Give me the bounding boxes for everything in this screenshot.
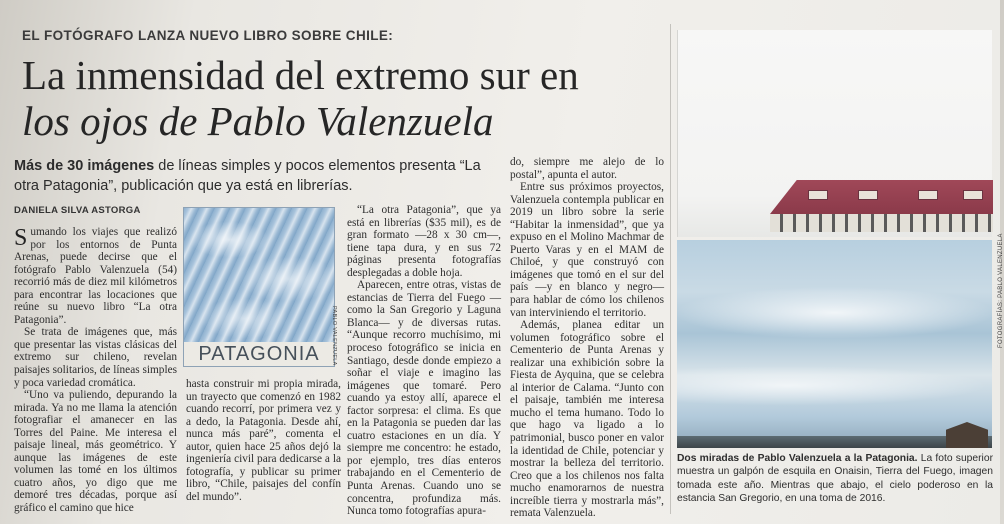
paragraph: Aparecen, entre otras, vistas de estancias de Tierra del Fuego —como la San Gregorio y Laguna Blanca— y de diversas rutas. “Aunque recorro muchísimo, mi proceso fotográfico se inicia en Santiago, desde donde empiezo a soñar el viaje e imagino las imágenes que tomaré. Pero cuando ya estoy allí, aparece el factor sorpresa: el clima. Es que en la Patagonia se pueden dar las cuatro estaciones en un día. Y siempre me concentro: he estado, por ejemplo, tres días enteros trabajando en el Cementerio de Punta Arenas. Cuando uno se concentra, profundiza más. Nunca tomo fotografías apura-	[347, 279, 501, 518]
photo-credit: FOTOGRAFÍAS: PABLO VALENZUELA	[998, 233, 1004, 348]
subheadline-bold: Más de 30 imágenes	[14, 158, 155, 174]
body-column-2	[186, 378, 341, 503]
book-cover-credit: PABLO VALENZUELA	[331, 306, 337, 366]
paragraph: hasta construir mi propia mirada, un trayecto que comenzó en 1982 cuando recorrí, por primera vez y a dedo, la Patagonia. Desde ahí, nunca más paré”, comenta el autor, quien hace 25 años dejó la ingeniería civil para dedicarse a la fotografía, y publicar su primer libro, “Chile, paisajes del confín del mundo”.	[186, 378, 341, 503]
paragraph: Entre sus próximos proyectos, Valenzuela contempla publicar en 2019 un libro sobre la serie “Habitar la inmensidad”, que ya expuso en el Molino Machmar de Puerto Varas y en el MAM de Chiloé, y que construyó con imágenes que tomó en el sur del país —y en blanco y negro— para hablar de cómo los chilenos van interviniendo el territorio.	[510, 181, 664, 319]
estancia-house	[946, 422, 988, 448]
paragraph: Además, planea editar un volumen fotográfico sobre el Cementerio de Punta Arenas y realizar una exhibición sobre la Fiesta de Ayquina, que se celebra al interior de Calama. “Junto con el paisaje, también me interesa mucho el tema humano. Todo lo que hago va ligado a lo patrimonial, busco poner en valor la identidad de Chile, potenciar y mostrar la belleza del territorio. Creo que a los chilenos nos falta mucho enamorarnos de nuestra increíble tierra y mostrarla más”, remata Valenzuela.	[510, 319, 664, 520]
headline-line-1: La inmensidad del extremo sur en	[22, 52, 579, 98]
barn-dormer	[808, 190, 828, 200]
paragraph: “Uno va puliendo, depurando la mirada. Ya no me llama la atención fotografiar el amanecer en las Torres del Paine. Me interesa el paisaje lineal, más geométrico. Y aunque las imágenes de este volumen las tomé en los últimos cuatro años, yo digo que me demoré tres décadas, porque así gráfico el camino que hice	[14, 389, 177, 515]
book-cover-title: PATAGONIA	[184, 342, 334, 366]
barn-dormer	[963, 190, 983, 200]
drop-cap: S	[14, 225, 28, 251]
paragraph: “La otra Patagonia”, que ya está en librerías ($35 mil), es de gran formato —28 x 30 cm—, tiene tapa dura, y en sus 72 páginas presenta fotografías desplegadas a doble hoja.	[347, 204, 501, 279]
paragraph: Se trata de imágenes que, más que presentar las vistas clásicas del extremo sur chileno, revelan paisajes solitarios, de líneas simples y poca variedad cromática.	[14, 326, 177, 389]
caption-bold: Dos miradas de Pablo Valenzuela a la Patagonia.	[677, 453, 918, 464]
barn-dormer	[918, 190, 938, 200]
caption-text: La foto superior muestra un galpón de esquila en Onaisin, Tierra del Fuego, imagen tomada este año. Mientras que abajo, el cielo poderoso en la estancia San Gregorio, en una toma de 2016.	[677, 453, 993, 504]
paragraph-text: umando los viajes que realizó por los entornos de Punta Arenas, puede decirse que el fotógrafo Pablo Valenzuela (54) recorrió más de diez mil kilómetros para encontrar las locaciones que reúne su nuevo libro “La otra Patagonia”.	[14, 226, 177, 326]
headline	[22, 52, 672, 144]
photo-caption	[677, 452, 993, 505]
photo-patagonian-sky	[677, 240, 992, 448]
photo-shearing-shed	[677, 30, 992, 237]
subheadline-text: de líneas simples y pocos elementos presenta “La otra Patagonia”, publicación que ya está en librerías.	[14, 158, 481, 194]
byline: DANIELA SILVA ASTORGA	[14, 205, 141, 216]
kicker: EL FOTÓGRAFO LANZA NUEVO LIBRO SOBRE CHILE:	[22, 28, 394, 43]
barn-dormer	[858, 190, 878, 200]
body-column-1	[14, 226, 177, 515]
barn-wall	[770, 214, 993, 232]
book-cover-image	[183, 207, 335, 367]
horizon-land	[677, 436, 992, 448]
body-column-4	[510, 156, 664, 520]
paragraph	[14, 226, 177, 326]
body-column-3	[347, 204, 501, 518]
paragraph: do, siempre me alejo de lo postal”, apunta el autor.	[510, 156, 664, 181]
subheadline	[14, 156, 504, 196]
barn-roof	[770, 180, 993, 214]
column-divider	[670, 24, 671, 514]
headline-line-2: los ojos de Pablo Valenzuela	[22, 98, 494, 144]
